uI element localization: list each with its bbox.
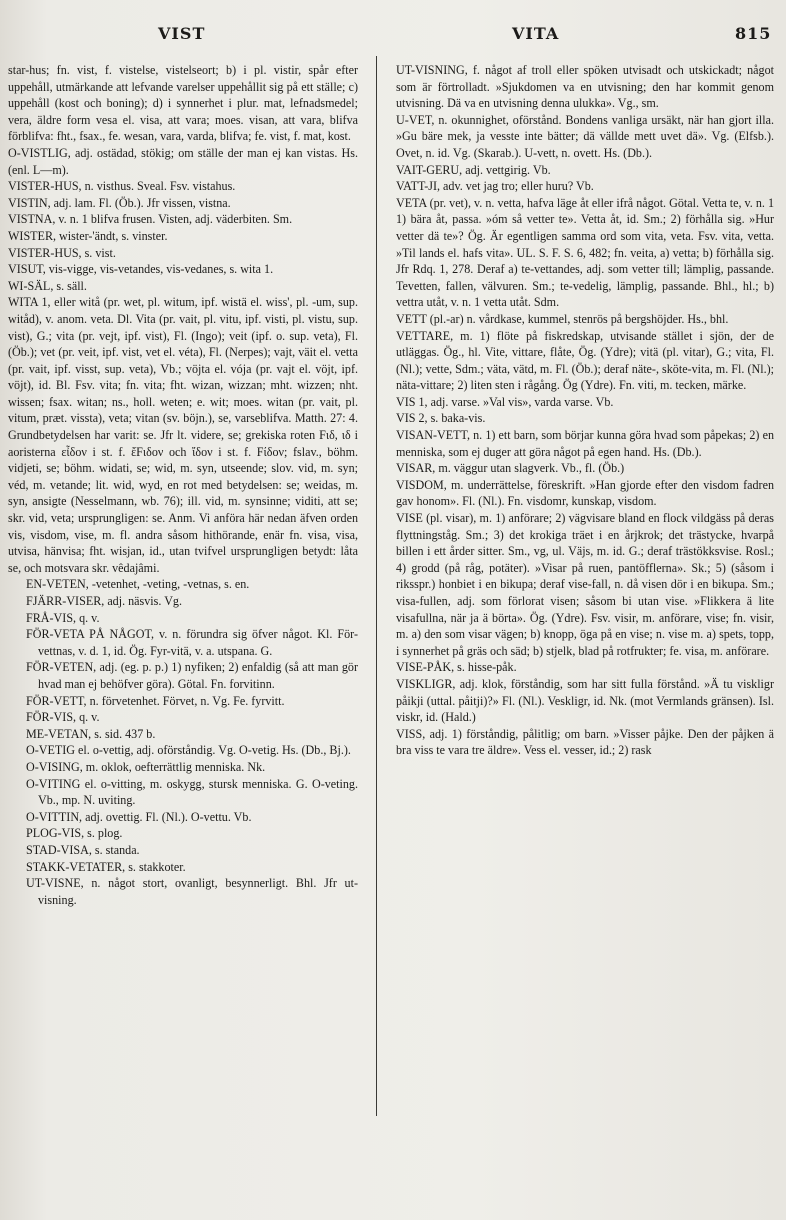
dictionary-entry: UT-VISNE, n. något stort, ovanligt, besynnerligt. Bhl. Jfr ut-visning.	[26, 876, 358, 907]
dictionary-entry: STAD-VISA, s. standa.	[26, 842, 140, 857]
dictionary-entry: VISAN-VETT, n. 1) ett barn, som börjar kunna göra hvad som påpekas; 2) en menniska, som ej duger att göra något på egen hand. Hs. (Db.).	[396, 428, 774, 459]
dictionary-entry: VATT-JI, adv. vet jag tro; eller huru? Vb.	[396, 179, 594, 194]
left-column	[8, 62, 358, 908]
column-divider	[376, 56, 377, 1116]
dictionary-entry: PLOG-VIS, s. plog.	[26, 826, 123, 841]
dictionary-entry: FÖR-VIS, q. v.	[26, 710, 100, 725]
dictionary-entry: VISTNA, v. n. 1 blifva frusen. Visten, adj. väderbiten. Sm.	[8, 212, 293, 227]
dictionary-entry: VISS, adj. 1) förståndig, pålitlig; om barn. »Visser påjke. Den der påjken ä bra viss te vara tre äldre». Vess el. vesser, id.; 2) rask	[396, 726, 774, 758]
dictionary-entry: O-VETIG el. o-vettig, adj. oförståndig. Vg. O-vetig. Hs. (Db., Bj.).	[26, 743, 351, 758]
dictionary-entry: U-VET, n. okunnighet, oförstånd. Bondens vanliga ursäkt, när han gjort illa. »Gu bäre mek, ja vesste inte bätter; dä vällde mett uvet dä». Vg. (Elfsb.). Ovet, n. id. Vg. (Skarab.). U-vett, n. ovett. Hs. (Db.).	[396, 112, 774, 160]
dictionary-entry: O-VITTIN, adj. ovettig. Fl. (Nl.). O-vettu. Vb.	[26, 809, 252, 824]
dictionary-entry: ME-VETAN, s. sid. 437 b.	[26, 726, 156, 741]
dictionary-entry: VIS 1, adj. varse. »Val vis», varda varse. Vb.	[396, 394, 614, 409]
dictionary-entry: FÖR-VETEN, adj. (eg. p. p.) 1) nyfiken; 2) enfaldig (så att man gör hvad man ej behöfver göra). Götal. Fn. forvitinn.	[26, 660, 358, 691]
running-head-left: VIST	[158, 24, 206, 43]
dictionary-entry: WISTER, wister-'ändt, s. vinster.	[8, 228, 168, 243]
page-number: 815	[735, 24, 772, 43]
dictionary-entry: star-hus; fn. vist, f. vistelse, vistelseort; b) i pl. vistir, spår efter uppehåll, utmärkande att lefvande varelser uppehållit sig på ett ställe; c) uppehåll (kost och boning); d) i synnerhet i plur. mat, lefnadsmedel; vera, äldre form vesa el. visa, att vara; moes. visan, att vara, blifva förblifva: fht., fsax., fe. wesan, vara, varda, blifva; fe. vist, f. mat, kost.	[8, 63, 358, 144]
right-column	[396, 62, 774, 759]
dictionary-entry: EN-VETEN, -vetenhet, -veting, -vetnas, s. en.	[26, 577, 250, 592]
dictionary-entry: VIS 2, s. baka-vis.	[396, 411, 486, 426]
dictionary-entry: VISE (pl. visar), m. 1) anförare; 2) vägvisare bland en flock vildgäss på deras flyttningståg. Sm.; 3) det krokiga träet i en årjkrok; det trästycke, hvarpå billen i ett årder sitter. Sm., vg, ul. Väjs, m. id. G.; deraf trästökksvise. Rosl.; 4) grodd (på råg, potäter). »Visar på ruen, pantöfflerna». Sk.; 5) (såsom i riksspr.) honbiet i en bikupa; deraf vise-fall, n. då visen dör i en bikupa. Sm.; visa-fullen, adj. som förlorat visen; såsom bi utan vise. »Flikkera ä lite visafullna, när ja ä börta». Ög. (Ydre). Fsv. visir, m. anförare, vise; fn. visir, m. a) den som visar vägen; b) knopp, öga på en vise; n. vise m. a) spets, topp, i synnerhet på gräs och säd; b) stjelk, blad på rotfrukter; fe. visa, m. anförare.	[396, 511, 774, 658]
dictionary-entry: VISDOM, m. underrättelse, föreskrift. »Han gjorde efter den visdom fadren gav honom». Fl. (Nl.). Fn. visdomr, kunskap, visdom.	[396, 477, 774, 509]
dictionary-entry: VISUT, vis-vigge, vis-vetandes, vis-vedanes, s. wita 1.	[8, 262, 274, 277]
dictionary-entry: O-VITING el. o-vitting, m. oskygg, stursk menniska. G. O-veting. Vb., mp. N. uviting.	[26, 776, 358, 808]
dictionary-entry: VAIT-GERU, adj. vettgirig. Vb.	[396, 162, 551, 177]
dictionary-entry: VETT (pl.-ar) n. vårdkase, kummel, stenrös på bergshöjder. Hs., bhl.	[396, 311, 729, 326]
dictionary-entry: VETTARE, m. 1) flöte på fiskredskap, utvisande stället i sjön, der de utläggas. Ög., hl. Vite, vittare, flåte, Ög. (Ydre); vitä (pl. vitar), G.; vita, Fl. (Nl.); vette, Sdm.; väta, vätd, m. Fl. (Öb.); deraf näte-, sköte-vita, m. Fl. (Nl.); näta-vittare; 2) liten sten i rågång. Ög (Ydre). Fn. viti, m. tecken, märke.	[396, 328, 774, 393]
dictionary-entry: VETA (pr. vet), v. n. vetta, hafva läge åt eller ifrå något. Götal. Vetta te, v. n. 1 1) bära åt, passa. »óm så vetter te». Vetta åt, id. Sm.; 2) förhålla sig. »Hur vetter dä te»? Ög. Är egentligen samma ord som vita, veta. Fsv. vita, vetta. »Til lands el. hafs vita». UL. S. F. S. 6, 482; fn. veita, a) vetta; b) förhålla sig. Jfr Rdq. 1, 278. Deraf a) te-vettandes, adj. som vetter till; lämplig, passande. Tevetten, fallen, välvuren. Sm.; te-vedelig, lämplig, passande. Bhl., hl.; b) vettra utåt, v. n. 1 vetta utåt. Sdm.	[396, 195, 774, 310]
dictionary-entry: VISE-PÅK, s. hisse-påk.	[396, 660, 517, 675]
dictionary-entry: FÖR-VETA PÅ NÅGOT, v. n. förundra sig öfver något. Kl. För-vettnas, v. d. 1, id. Ög. Fyr-vitä, v. a. utspana. G.	[26, 627, 358, 658]
dictionary-entry: VISTER-HUS, n. visthus. Sveal. Fsv. vistahus.	[8, 179, 236, 194]
dictionary-entry: STAKK-VETATER, s. stakkoter.	[26, 859, 186, 874]
dictionary-entry: FRÅ-VIS, q. v.	[26, 610, 100, 625]
dictionary-entry: WITA 1, eller witå (pr. wet, pl. witum, ipf. wistä el. wiss', pl. -um, sup. witåd), v. anom. veta. Dl. Vita (pr. vait, pl. vitu, ipf. visti, pl. vistu, sup. vist), G.; vita (pr. vejt, ipf. vist), Fl. (Ingo); veit (ipf. o. sup. veta), Fl. (Öb.); vet (pr. veit, ipf. vist, vet el. véta), Fl. (Nerpes); vajt, väit el. vetta (pr. vait, ipf. visst, sup. veta), Vb.; vöjta el. vója (pr. vajt el. vöjt, ipf. vöjt), id. Bl. Fsv. vita; fn. vita; fht. wizan, wizzan; mht. wizzen; nht. wissen; fsax. witan; ns., holl. weten; e. wit; moes. witan (pr. vait, pl. vitum, præt. vissta), veta; vitan (sv. böjn.), se, varseblifva. Matth. 27: 4. Grundbetydelsen har varit: se. Jfr lt. videre, se; grekiska roten Fιδ, ιδ i aoristerna εἶδον i st. f. ἔFιδον och ἴδον i st. f. Fίδον; fslav., böhm. vidjeti, se; böhm. widati, se; wid, m. syn, utseende; slov. vid, m. syn; véd, m. vetande; lit. wid, wyd, en rot med betydelsen: se; weidas, m. syn, ansigte (Nesselmann, wb. 76); ill. vid, m. synsinne; viditi, att se; skr. vid, veta; ursprungligen: se. Anm. Vi anföra här nedan äfven orden vis, visdom, vise, m. fl. andra såsom hithörande, enär fn. visa, visa, utvisa, hänvisa; fht. wisjan, id., utan tvifvel ursprungligen betydt: låta se, och motsvara skr. vêdajâmi.	[8, 295, 358, 575]
dictionary-entry: VISTER-HUS, s. vist.	[8, 245, 116, 260]
dictionary-entry: VISKLIGR, adj. klok, förståndig, som har sitt fulla förstånd. »Ä tu viskligr påikji (uttal. påitji)?» Fl. (Nl.). Veskligr, id. Nk. (mot Vermlands gränsen). Isl. viskr, id. (Hald.)	[396, 676, 774, 725]
dictionary-entry: VISTIN, adj. lam. Fl. (Öb.). Jfr vissen, vistna.	[8, 195, 231, 210]
dictionary-entry: FÖR-VETT, n. förvetenhet. Förvet, n. Vg. Fe. fyrvitt.	[26, 693, 285, 708]
dictionary-entry: O-VISTLIG, adj. ostädad, stökig; om ställe der man ej kan vistas. Hs. (enl. L—m).	[8, 145, 358, 177]
dictionary-entry: WI-SÄL, s. säll.	[8, 278, 87, 293]
dictionary-entry: FJÄRR-VISER, adj. näsvis. Vg.	[26, 594, 183, 608]
dictionary-entry: O-VISING, m. oklok, oefterrättlig menniska. Nk.	[26, 759, 266, 774]
running-head-right: VITA	[512, 24, 560, 43]
dictionary-entry: UT-VISNING, f. något af troll eller spöken utvisadt och utskickadt; något som är förtrolladt. »Sjukdomen va en utvisning; den har kommit genom utvisning. Dä va en utvisning denna ulukka». Vg., sm.	[396, 63, 774, 111]
dictionary-entry: VISAR, m. väggur utan slagverk. Vb., fl. (Öb.)	[396, 461, 625, 476]
